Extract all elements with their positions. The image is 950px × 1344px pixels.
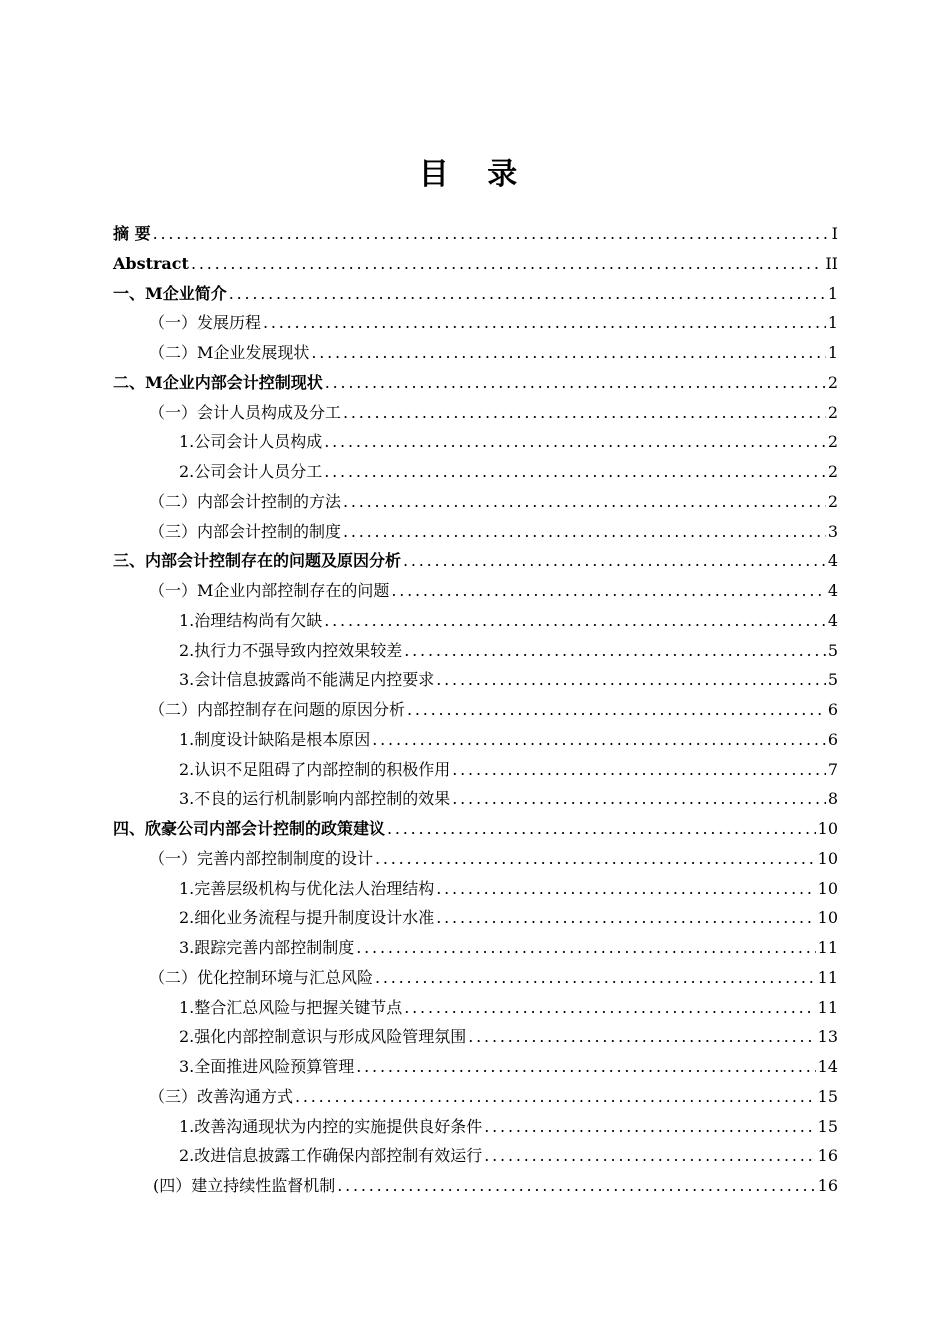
- toc-entry[interactable]: [113, 963, 838, 993]
- toc-entry-title: 1.整合汇总风险与把握关键节点: [179, 997, 403, 1017]
- toc-dot-leader: [375, 844, 816, 874]
- toc-entry-page-number: 16: [817, 1176, 838, 1195]
- toc-dot-leader: [468, 1022, 815, 1052]
- toc-dot-leader: [343, 398, 826, 428]
- toc-entry-page-number: 1: [827, 313, 838, 333]
- toc-entry-title: （三）内部会计控制的制度: [149, 521, 342, 541]
- toc-entry-title: （一）M企业内部控制存在的问题: [149, 581, 390, 600]
- toc-entry[interactable]: [113, 1171, 838, 1201]
- toc-entry-page-number: 4: [827, 551, 838, 571]
- toc-entry[interactable]: [113, 427, 838, 457]
- toc-entry-page-number: 15: [817, 1086, 838, 1106]
- toc-entry-title: （三）改善沟通方式: [149, 1086, 294, 1106]
- toc-entry-page-number: 1: [827, 283, 838, 303]
- toc-entry[interactable]: [113, 636, 838, 666]
- toc-entry[interactable]: [113, 219, 838, 249]
- toc-entry[interactable]: [113, 606, 838, 636]
- toc-entry-page-number: 11: [817, 938, 838, 957]
- toc-dot-leader: [407, 695, 826, 725]
- toc-entry-title: 3.不良的运行机制影响内部控制的效果: [179, 789, 451, 809]
- toc-entry-title: 2.执行力不强导致内控效果较差: [179, 640, 403, 660]
- toc-entry-page-number: 3: [827, 521, 838, 541]
- toc-entry-page-number: 11: [817, 997, 838, 1017]
- page-title: 目 录: [418, 157, 532, 192]
- toc-entry-page-number: 8: [827, 789, 838, 809]
- toc-dot-leader: [452, 784, 826, 814]
- toc-dot-leader: [295, 1082, 816, 1112]
- toc-dot-leader: [325, 368, 826, 398]
- toc-entry-title: 四、欣豪公司内部会计控制的政策建议: [113, 819, 386, 838]
- toc-entry[interactable]: [113, 814, 838, 844]
- toc-entry-title: 3.会计信息披露尚不能满足内控要求: [179, 670, 435, 690]
- toc-entry-page-number: 1: [827, 343, 838, 362]
- toc-entry-page-number: 15: [817, 1116, 838, 1136]
- toc-entry-page-number: 5: [827, 670, 838, 690]
- toc-entry[interactable]: [113, 665, 838, 695]
- toc-entry-page-number: 2: [827, 402, 838, 422]
- toc-dot-leader: [229, 279, 826, 309]
- toc-entry-page-number: 2: [827, 372, 838, 392]
- toc-dot-leader: [372, 725, 826, 755]
- toc-entry-page-number: 2: [827, 462, 838, 481]
- toc-entry-page-number: 4: [827, 610, 838, 630]
- toc-entry[interactable]: [113, 308, 838, 338]
- toc-entry[interactable]: [113, 1022, 838, 1052]
- toc-entry-page-number: 11: [817, 967, 838, 987]
- toc-dot-leader: [452, 755, 826, 785]
- toc-entry[interactable]: [113, 1052, 838, 1082]
- toc-entry-title: 1.治理结构尚有欠缺: [179, 610, 323, 630]
- toc-dot-leader: [387, 814, 816, 844]
- toc-entry[interactable]: [113, 784, 838, 814]
- toc-entry-page-number: 10: [817, 908, 838, 928]
- toc-dot-leader: [391, 576, 825, 606]
- toc-entry[interactable]: [113, 695, 838, 725]
- toc-entry-title: （二）内部会计控制的方法: [149, 491, 342, 511]
- toc-entry-page-number: 4: [827, 581, 838, 600]
- toc-entry-title: (四）建立持续性监督机制: [153, 1176, 336, 1195]
- table-of-contents: [113, 219, 838, 1201]
- toc-dot-leader: [311, 338, 825, 368]
- toc-entry[interactable]: [113, 755, 838, 785]
- toc-dot-leader: [324, 457, 826, 487]
- toc-entry[interactable]: [113, 844, 838, 874]
- toc-entry-title: （二）M企业发展现状: [149, 343, 310, 362]
- toc-entry-page-number: I: [831, 224, 838, 243]
- toc-entry-page-number: 7: [827, 759, 838, 779]
- toc-entry-page-number: 10: [817, 878, 838, 898]
- toc-entry[interactable]: [113, 725, 838, 755]
- toc-entry-title: 摘 要: [113, 224, 151, 243]
- toc-entry-page-number: II: [825, 253, 838, 273]
- toc-entry[interactable]: [113, 457, 838, 487]
- toc-dot-leader: [375, 963, 816, 993]
- toc-entry-title: 1.制度设计缺陷是根本原因: [179, 729, 371, 749]
- toc-dot-leader: [436, 665, 826, 695]
- toc-dot-leader: [191, 249, 823, 279]
- toc-entry-title: Abstract: [113, 253, 189, 273]
- toc-entry[interactable]: [113, 1112, 838, 1142]
- toc-entry-title: 3.全面推进风险预算管理: [179, 1057, 355, 1076]
- toc-entry[interactable]: [113, 903, 838, 933]
- toc-entry[interactable]: [113, 249, 838, 279]
- toc-entry[interactable]: [113, 546, 838, 576]
- toc-entry-title: 1.改善沟通现状为内控的实施提供良好条件: [179, 1116, 483, 1136]
- toc-entry-title: 一、M企业简介: [113, 283, 227, 303]
- toc-entry-title: 2.强化内部控制意识与形成风险管理氛围: [179, 1027, 467, 1047]
- toc-dot-leader: [404, 636, 826, 666]
- toc-entry-title: （一）会计人员构成及分工: [149, 402, 342, 422]
- toc-entry-page-number: 10: [817, 848, 838, 868]
- toc-entry-title: （一）发展历程: [149, 313, 262, 333]
- toc-dot-leader: [484, 1112, 815, 1142]
- toc-dot-leader: [404, 993, 815, 1023]
- toc-entry[interactable]: [113, 576, 838, 606]
- toc-entry[interactable]: [113, 993, 838, 1023]
- toc-entry-title: 1.公司会计人员构成: [179, 432, 323, 452]
- toc-dot-leader: [356, 1052, 815, 1082]
- toc-entry-page-number: 13: [817, 1027, 838, 1047]
- toc-entry[interactable]: [113, 487, 838, 517]
- toc-entry-title: 2.公司会计人员分工: [179, 462, 323, 481]
- toc-dot-leader: [324, 427, 826, 457]
- toc-entry-title: 2.改进信息披露工作确保内部控制有效运行: [179, 1146, 483, 1166]
- toc-dot-leader: [356, 933, 815, 963]
- toc-entry[interactable]: [113, 398, 838, 428]
- toc-entry-title: 2.细化业务流程与提升制度设计水准: [179, 908, 435, 928]
- toc-entry-page-number: 14: [817, 1057, 838, 1076]
- toc-dot-leader: [343, 517, 826, 547]
- toc-entry-title: 3.跟踪完善内部控制制度: [179, 938, 355, 957]
- toc-entry[interactable]: [113, 933, 838, 963]
- toc-entry-page-number: 6: [827, 700, 838, 719]
- toc-dot-leader: [324, 606, 826, 636]
- toc-entry-title: 二、M企业内部会计控制现状: [113, 372, 323, 392]
- toc-entry-title: 2.认识不足阻碍了内部控制的积极作用: [179, 759, 451, 779]
- toc-entry-page-number: 2: [827, 432, 838, 452]
- toc-dot-leader: [343, 487, 826, 517]
- toc-entry[interactable]: [113, 517, 838, 547]
- toc-entry-page-number: 6: [827, 729, 838, 749]
- toc-entry-page-number: 10: [817, 819, 838, 838]
- toc-entry-page-number: 5: [827, 640, 838, 660]
- toc-entry-page-number: 2: [827, 491, 838, 511]
- toc-dot-leader: [484, 1141, 815, 1171]
- toc-entry[interactable]: [113, 1082, 838, 1112]
- toc-entry-title: （二）内部控制存在问题的原因分析: [149, 700, 406, 719]
- toc-entry-title: 三、内部会计控制存在的问题及原因分析: [113, 551, 402, 571]
- toc-dot-leader: [263, 308, 826, 338]
- toc-dot-leader: [436, 874, 815, 904]
- toc-entry[interactable]: [113, 1141, 838, 1171]
- toc-entry-title: （一）完善内部控制制度的设计: [149, 848, 374, 868]
- toc-entry[interactable]: [113, 279, 838, 309]
- toc-entry[interactable]: [113, 338, 838, 368]
- toc-entry-title: （二）优化控制环境与汇总风险: [149, 967, 374, 987]
- toc-entry[interactable]: [113, 368, 838, 398]
- toc-dot-leader: [403, 546, 826, 576]
- toc-entry-page-number: 16: [817, 1146, 838, 1166]
- toc-dot-leader: [337, 1171, 815, 1201]
- toc-entry[interactable]: [113, 874, 838, 904]
- toc-entry-title: 1.完善层级机构与优化法人治理结构: [179, 878, 435, 898]
- toc-dot-leader: [153, 219, 830, 249]
- toc-dot-leader: [436, 903, 815, 933]
